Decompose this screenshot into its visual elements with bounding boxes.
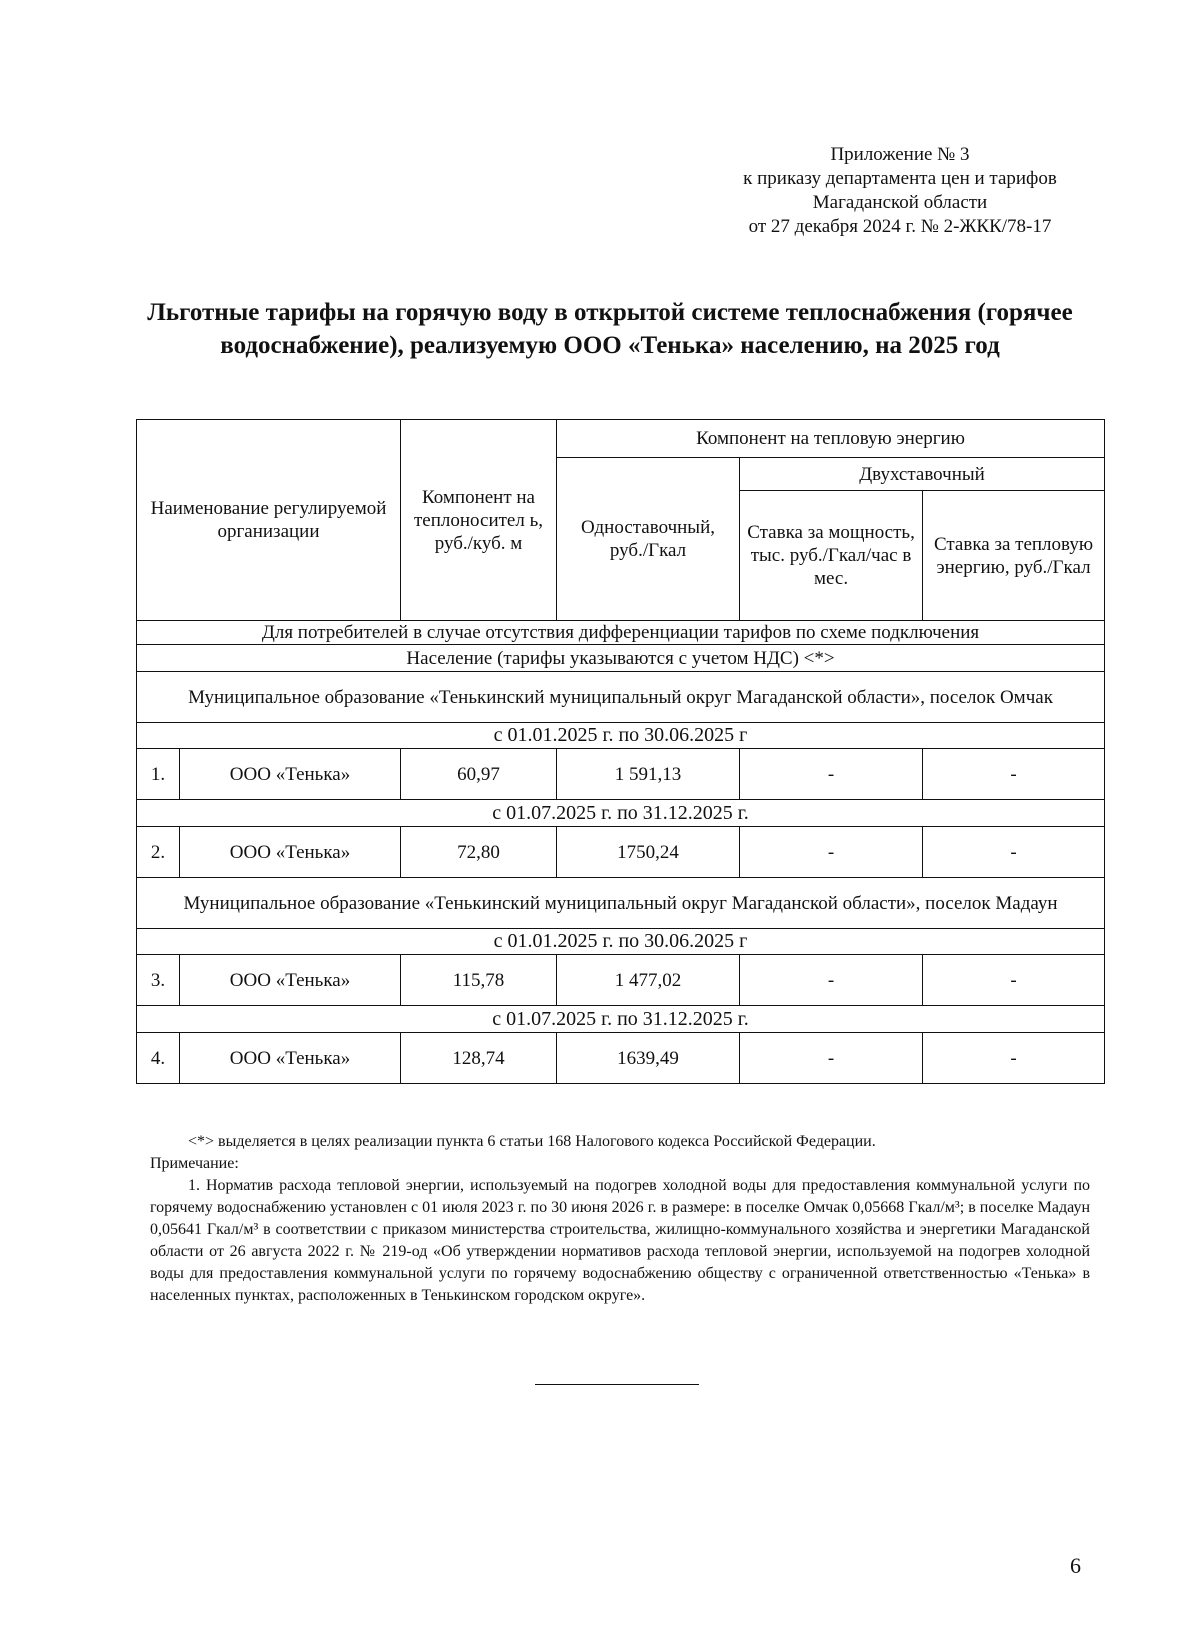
row-number: 3.	[137, 955, 180, 1006]
note-item: 1. Норматив расхода тепловой энергии, используемый на подогрев холодной воды для предоставления коммунальной услуги по горячему водоснабжению установлен с 01 июля 2023 г. по 30 июня 2026 г. в размере: в поселке Омчак 0,05668 Гкал/м³; в поселке Мадаун 0,05641 Гкал/м³ в соответствии с приказом министерства строительства, жилищно-коммунального хозяйства и энергетики Магаданской области от 26 августа 2022 г. № 219-од «Об утверждении нормативов расхода тепловой энергии, используемой на подогрев холодной воды для предоставления коммунальной услуги по горячему водоснабжению обществу с ограниченной ответственностью «Тенька» в населенных пунктах, расположенных в Тенькинском городском округе».	[150, 1177, 1090, 1304]
period-row: с 01.07.2025 г. по 31.12.2025 г.	[137, 800, 1105, 827]
row-org: ООО «Тенька»	[180, 1033, 401, 1084]
row-number: 2.	[137, 827, 180, 878]
row-carrier: 72,80	[401, 827, 557, 878]
row-single-rate: 1639,49	[557, 1033, 740, 1084]
row-org: ООО «Тенька»	[180, 749, 401, 800]
notes-block	[150, 1131, 1090, 1307]
row-number: 4.	[137, 1033, 180, 1084]
table-row	[137, 749, 1105, 800]
row-capacity-rate: -	[740, 827, 923, 878]
appendix-header	[700, 143, 1100, 239]
row-capacity-rate: -	[740, 1033, 923, 1084]
row-single-rate: 1 591,13	[557, 749, 740, 800]
row-carrier: 128,74	[401, 1033, 557, 1084]
period-row: с 01.01.2025 г. по 30.06.2025 г	[137, 929, 1105, 955]
row-carrier: 60,97	[401, 749, 557, 800]
header-carrier-component: Компонент на теплоносител ь, руб./куб. м	[401, 420, 557, 621]
appendix-order-ref: к приказу департамента цен и тарифов	[743, 168, 1057, 189]
header-two-rate: Двухставочный	[740, 458, 1105, 491]
period-row: с 01.07.2025 г. по 31.12.2025 г.	[137, 1006, 1105, 1033]
municipality-omchak: Муниципальное образование «Тенькинский муниципальный округ Магаданской области», поселок Омчак	[137, 672, 1105, 723]
row-single-rate: 1 477,02	[557, 955, 740, 1006]
table-row	[137, 955, 1105, 1006]
appendix-region: Магаданской области	[812, 192, 988, 213]
row-energy-rate: -	[923, 1033, 1105, 1084]
table-row	[137, 827, 1105, 878]
row-org: ООО «Тенька»	[180, 827, 401, 878]
footnote-vat: <*> выделяется в целях реализации пункта 6 статьи 168 Налогового кодекса Российской Федерации.	[188, 1133, 876, 1150]
municipality-madaun: Муниципальное образование «Тенькинский муниципальный округ Магаданской области», поселок Мадаун	[137, 878, 1105, 929]
row-capacity-rate: -	[740, 955, 923, 1006]
header-org-name: Наименование регулируемой организации	[137, 420, 401, 621]
document-title: Льготные тарифы на горячую воду в открытой системе теплоснабжения (горячее водоснабжение), реализуемую ООО «Тенька» населению, на 2025 год	[147, 299, 1073, 359]
row-number: 1.	[137, 749, 180, 800]
appendix-date: от 27 декабря 2024 г. № 2-ЖКК/78-17	[748, 216, 1052, 237]
tariff-table	[136, 419, 1105, 1084]
section-consumers: Для потребителей в случае отсутствия дифференциации тарифов по схеме подключения	[137, 621, 1105, 645]
header-capacity-rate: Ставка за мощность, тыс. руб./Гкал/час в мес.	[740, 491, 923, 621]
end-divider	[535, 1384, 699, 1385]
row-energy-rate: -	[923, 955, 1105, 1006]
notes-label: Примечание:	[150, 1155, 239, 1172]
row-carrier: 115,78	[401, 955, 557, 1006]
page-number: 6	[1070, 1553, 1081, 1578]
header-energy-rate: Ставка за тепловую энергию, руб./Гкал	[923, 491, 1105, 621]
header-heat-component: Компонент на тепловую энергию	[557, 420, 1105, 458]
row-single-rate: 1750,24	[557, 827, 740, 878]
row-capacity-rate: -	[740, 749, 923, 800]
row-energy-rate: -	[923, 749, 1105, 800]
table-row	[137, 1033, 1105, 1084]
row-energy-rate: -	[923, 827, 1105, 878]
period-row: с 01.01.2025 г. по 30.06.2025 г	[137, 723, 1105, 749]
header-single-rate: Одноставочный, руб./Гкал	[557, 458, 740, 621]
section-population: Население (тарифы указываются с учетом НДС) <*>	[137, 645, 1105, 672]
row-org: ООО «Тенька»	[180, 955, 401, 1006]
appendix-number: Приложение № 3	[830, 144, 970, 165]
